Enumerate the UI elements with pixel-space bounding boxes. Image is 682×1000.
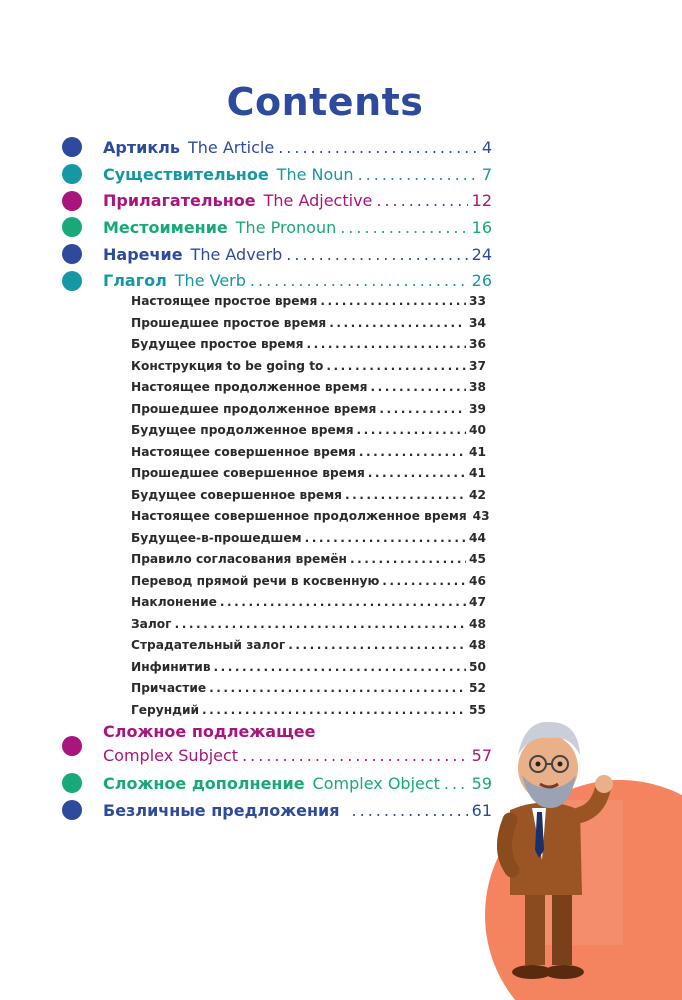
toc-entry-verb[interactable]: [62, 267, 492, 294]
toc-subentry[interactable]: [131, 531, 486, 553]
bullet-circle-icon: [62, 164, 82, 184]
leader-dots: [214, 660, 467, 674]
page-number: 34: [469, 315, 486, 330]
leader-dots: [444, 774, 468, 793]
subentry-label: Прошедшее простое время: [131, 315, 327, 330]
leader-dots: [242, 746, 468, 765]
leader-dots: [359, 445, 466, 459]
subentry-label: Причастие: [131, 681, 207, 695]
toc-subentry[interactable]: [131, 294, 486, 316]
leader-dots: [382, 574, 466, 588]
bullet-circle-icon: [62, 217, 82, 237]
toc-entry-article[interactable]: [62, 134, 492, 161]
subentry-label: Настоящее простое время: [131, 294, 318, 308]
bullet-circle-icon: [62, 137, 82, 157]
page-number: 48: [469, 616, 486, 631]
entry-en-label: The Article: [188, 137, 275, 157]
subentry-label: Инфинитив: [131, 659, 211, 674]
entry-ru-label: Глагол: [103, 271, 167, 291]
toc-subentry[interactable]: [131, 703, 486, 725]
leader-dots: [305, 531, 466, 545]
bullet-circle-icon: [62, 736, 82, 756]
bullet-circle-icon: [62, 271, 82, 291]
subentry-label: Страдательный залог: [131, 638, 286, 652]
leader-dots: [379, 402, 466, 416]
toc-subentry[interactable]: [131, 552, 486, 574]
page-number: 40: [469, 423, 486, 437]
page-number: 39: [469, 401, 486, 416]
toc-subentry[interactable]: [131, 617, 486, 639]
entry-ru-label: Артикль: [103, 137, 181, 157]
entry-en-label: The Adjective: [263, 191, 373, 211]
entry-ru-label: Сложное дополнение: [103, 773, 305, 793]
toc-subentry[interactable]: [131, 488, 486, 510]
toc-subentry[interactable]: [131, 638, 486, 660]
subentry-label: Прошедшее совершенное время: [131, 466, 365, 480]
entry-en-label: The Pronoun: [235, 217, 337, 237]
page-number: 61: [471, 800, 492, 820]
subentry-label: Перевод прямой речи в косвенную: [131, 573, 380, 588]
toc-entry-adverb[interactable]: [62, 241, 492, 268]
leader-dots: [288, 638, 466, 652]
entry-en-label: The Noun: [276, 164, 354, 184]
leader-dots: [345, 488, 466, 502]
leader-dots: [209, 681, 466, 695]
leader-dots: [368, 466, 466, 480]
page-number: 7: [481, 164, 492, 184]
subentry-label: Прошедшее продолженное время: [131, 401, 377, 416]
page-number: 50: [469, 659, 486, 674]
subentry-label: Будущее продолженное время: [131, 423, 354, 437]
leader-dots: [306, 337, 466, 351]
toc-subentry[interactable]: [131, 402, 486, 424]
subentry-label: Наклонение: [131, 595, 217, 609]
toc-subentry[interactable]: [131, 337, 486, 359]
subentry-label: Правило согласования времён: [131, 552, 347, 566]
entry-en-label: The Verb: [174, 271, 246, 291]
page-number: 37: [469, 358, 486, 373]
toc-subentry[interactable]: [131, 316, 486, 338]
entry-ru-label: Безличные предложения: [103, 800, 340, 820]
page-number: 46: [469, 573, 486, 588]
leader-dots: [370, 380, 466, 394]
leader-dots: [202, 703, 466, 717]
entry-en-label: The Adverb: [190, 244, 283, 264]
subentry-label: Будущее совершенное время: [131, 487, 342, 502]
toc-subentry[interactable]: [131, 423, 486, 445]
page-number: 26: [471, 271, 492, 291]
entry-ru-label: Прилагательное: [103, 191, 256, 211]
leader-dots: [326, 359, 466, 373]
page-number: 43: [472, 509, 490, 523]
page-number: 38: [469, 380, 486, 394]
leader-dots: [320, 294, 466, 308]
page-number: 42: [469, 487, 486, 502]
toc-subentry[interactable]: [131, 466, 486, 488]
entry-ru-label: Существительное: [103, 164, 269, 184]
subentry-label: Настоящее совершенное продолженное время: [131, 509, 467, 523]
entry-ru-label: Наречие: [103, 244, 183, 264]
subentry-label: Герундий: [131, 702, 200, 717]
toc-subentry[interactable]: [131, 445, 486, 467]
leader-dots: [358, 165, 478, 184]
subentry-label: Залог: [131, 616, 172, 631]
leader-dots: [250, 271, 468, 290]
subentry-label: Будущее простое время: [131, 337, 304, 351]
toc-entry-complex-subject[interactable]: [62, 722, 492, 770]
page-number: 16: [471, 217, 492, 237]
page-number: 57: [471, 746, 492, 765]
page-number: 55: [469, 702, 486, 717]
page-number: 4: [481, 137, 492, 157]
bullet-circle-icon: [62, 191, 82, 211]
leader-dots: [357, 423, 466, 437]
page-number: 24: [471, 244, 492, 264]
entry-en-label: Complex Object: [312, 773, 440, 793]
entry-ru-label: Местоимение: [103, 217, 228, 237]
page-title: Contents: [226, 80, 424, 124]
page-number: 33: [469, 294, 486, 308]
lower-contents-list: [62, 722, 492, 823]
page-number: 36: [469, 337, 486, 351]
page-number: 59: [471, 773, 492, 793]
leader-dots: [220, 595, 466, 609]
entry-ru-label: Сложное подлежащее: [103, 722, 316, 741]
leader-dots: [376, 191, 467, 210]
leader-dots: [352, 801, 468, 820]
toc-entry-noun[interactable]: [62, 161, 492, 188]
toc-entry-pronoun[interactable]: [62, 214, 492, 241]
bullet-circle-icon: [62, 244, 82, 264]
toc-entry-complex-object[interactable]: [62, 770, 492, 797]
page-number: 12: [471, 191, 492, 211]
leader-dots: [278, 138, 478, 157]
toc-entry-impersonal[interactable]: [62, 797, 492, 824]
toc-subentry[interactable]: [131, 359, 486, 381]
subentry-label: Будущее-в-прошедшем: [131, 530, 302, 545]
page-number: 41: [469, 444, 486, 459]
toc-subentry[interactable]: [131, 660, 486, 682]
toc-subentry[interactable]: [131, 574, 486, 596]
toc-subentry[interactable]: [131, 595, 486, 617]
bullet-circle-icon: [62, 800, 82, 820]
toc-subentry[interactable]: [131, 681, 486, 703]
toc-subentry[interactable]: [131, 509, 490, 531]
subentry-label: Настоящее совершенное время: [131, 444, 356, 459]
entry-en-label: Complex Subject: [103, 746, 239, 765]
subentry-label: Конструкция to be going to: [131, 358, 324, 373]
leader-dots: [286, 245, 467, 264]
toc-subentry[interactable]: [131, 380, 486, 402]
page-number: 52: [469, 681, 486, 695]
leader-dots: [175, 617, 466, 631]
page-number: 41: [469, 466, 486, 480]
verb-subentries-list: [131, 294, 490, 724]
toc-entry-adjective[interactable]: [62, 187, 492, 214]
subentry-label: Настоящее продолженное время: [131, 380, 368, 394]
leader-dots: [350, 552, 466, 566]
leader-dots: [329, 316, 466, 330]
page-number: 48: [469, 638, 486, 652]
page-number: 44: [469, 530, 486, 545]
main-contents-list: [62, 134, 492, 294]
page-number: 47: [469, 595, 486, 609]
bullet-circle-icon: [62, 773, 82, 793]
professor-illustration-icon: [470, 700, 682, 1000]
leader-dots: [340, 218, 467, 237]
page-number: 45: [469, 552, 486, 566]
